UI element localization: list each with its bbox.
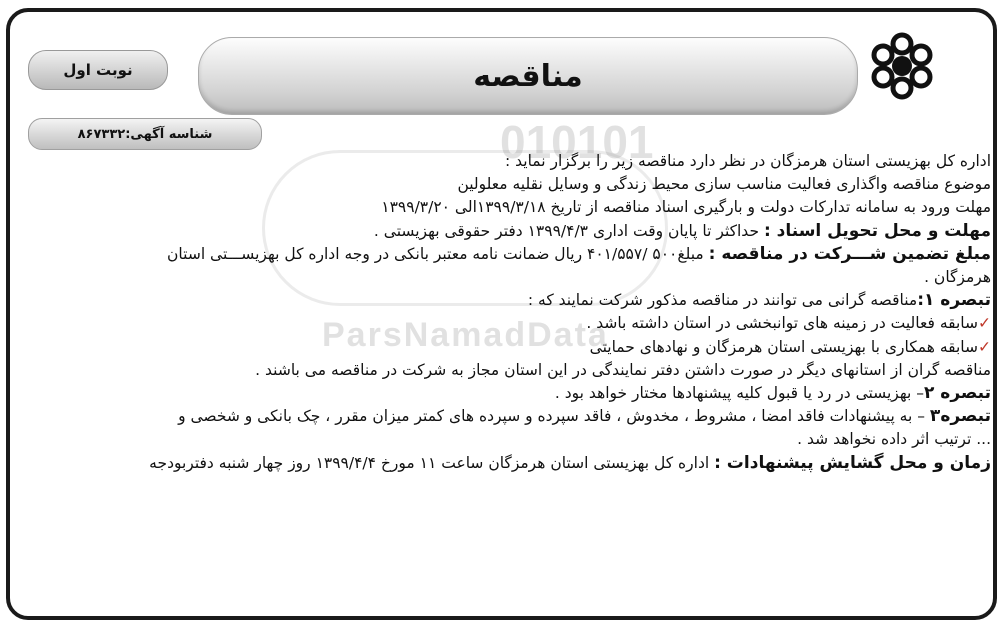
check1-text: سابقه فعالیت در زمینه های توانبخشی در استان داشته باشد . (586, 314, 978, 333)
round-label: نوبت اول (63, 61, 133, 79)
checkmark-icon: ✓ (978, 314, 991, 333)
subject-line: موضوع مناقصه واگذاری فعالیت مناسب سازی محیط زندگی و وسایل نقلیه معلولین (457, 175, 991, 194)
guarantee-text: مبلغ۵۰۰ /۴۰۱/۵۵۷ ریال ضمانت نامه معتبر بانکی در وجه اداره کل بهزیســـتی استان (167, 244, 709, 263)
delivery-line (16, 220, 991, 243)
ad-id-badge (28, 118, 262, 150)
ad-id-label: شناسه آگهی:۸۶۷۳۳۲ (77, 126, 213, 142)
opening-label: زمان و محل گشایش پیشنهادات : (714, 452, 991, 473)
deadline-line: مهلت ورود به سامانه تدارکات دولت و بارگیری اسناد مناقصه از تاریخ ۱۳۹۹/۳/۱۸الی ۱۳۹۹/۳/۲۰ (381, 198, 991, 217)
round-badge (28, 50, 168, 90)
opening-text: اداره کل بهزیستی استان هرمزگان ساعت ۱۱ مورخ ۱۳۹۹/۴/۴ روز چهار شنبه دفتربودجه (149, 453, 715, 472)
other-provinces-line: مناقصه گران از استانهای دیگر در صورت داشتن دفتر نمایندگی در این استان مجاز به شرکت در مناقصه می باشند . (255, 360, 991, 379)
note2-line (16, 382, 991, 405)
note3-label: تبصره۳ (929, 406, 991, 427)
title-banner (198, 37, 858, 115)
check2-line (16, 336, 991, 359)
check1-line (16, 312, 991, 335)
opening-line (16, 452, 991, 475)
page-title: مناقصه (473, 58, 583, 94)
ad-body (16, 150, 991, 475)
guarantee-line (16, 243, 991, 266)
watermark-brand: ParsNamadData (322, 316, 609, 354)
watermark-code: 010101 (500, 116, 654, 168)
note1-label: تبصره ۱: (917, 290, 991, 311)
note1-text: مناقصه گرانی می توانند در مناقصه مذکور شرکت نمایند که : (527, 291, 918, 310)
note3-cont: ... ترتیب اثر داده نخواهد شد . (797, 430, 991, 449)
delivery-text: حداکثر تا پایان وقت اداری ۱۳۹۹/۴/۳ دفتر حقوقی بهزیستی . (373, 221, 764, 240)
intro-line: اداره کل بهزیستی استان هرمزگان در نظر دارد مناقصه زیر را برگزار نماید : (504, 152, 991, 170)
note1-line (16, 289, 991, 312)
note3-line (16, 405, 991, 428)
flower-logo-icon (866, 30, 938, 102)
guarantee-cont: هرمزگان . (924, 268, 991, 287)
guarantee-label: مبلغ تضمین شـــرکت در مناقصه : (708, 243, 991, 264)
check2-text: سابقه همکاری با بهزیستی استان هرمزگان و نهادهای حمایتی (589, 337, 978, 356)
checkmark-icon: ✓ (978, 337, 991, 356)
note3-text: – به پیشنهادات فاقد امضا ، مشروط ، مخدوش ، فاقد سپرده و سپرده های کمتر میزان مقرر ، چک بانکی و شخصی و (178, 407, 930, 426)
delivery-label: مهلت و محل تحویل اسناد : (763, 220, 991, 241)
note2-label: تبصره ۲ (924, 383, 991, 404)
note2-text: – بهزیستی در رد یا قبول کلیه پیشنهادها مختار خواهد بود . (554, 384, 924, 403)
